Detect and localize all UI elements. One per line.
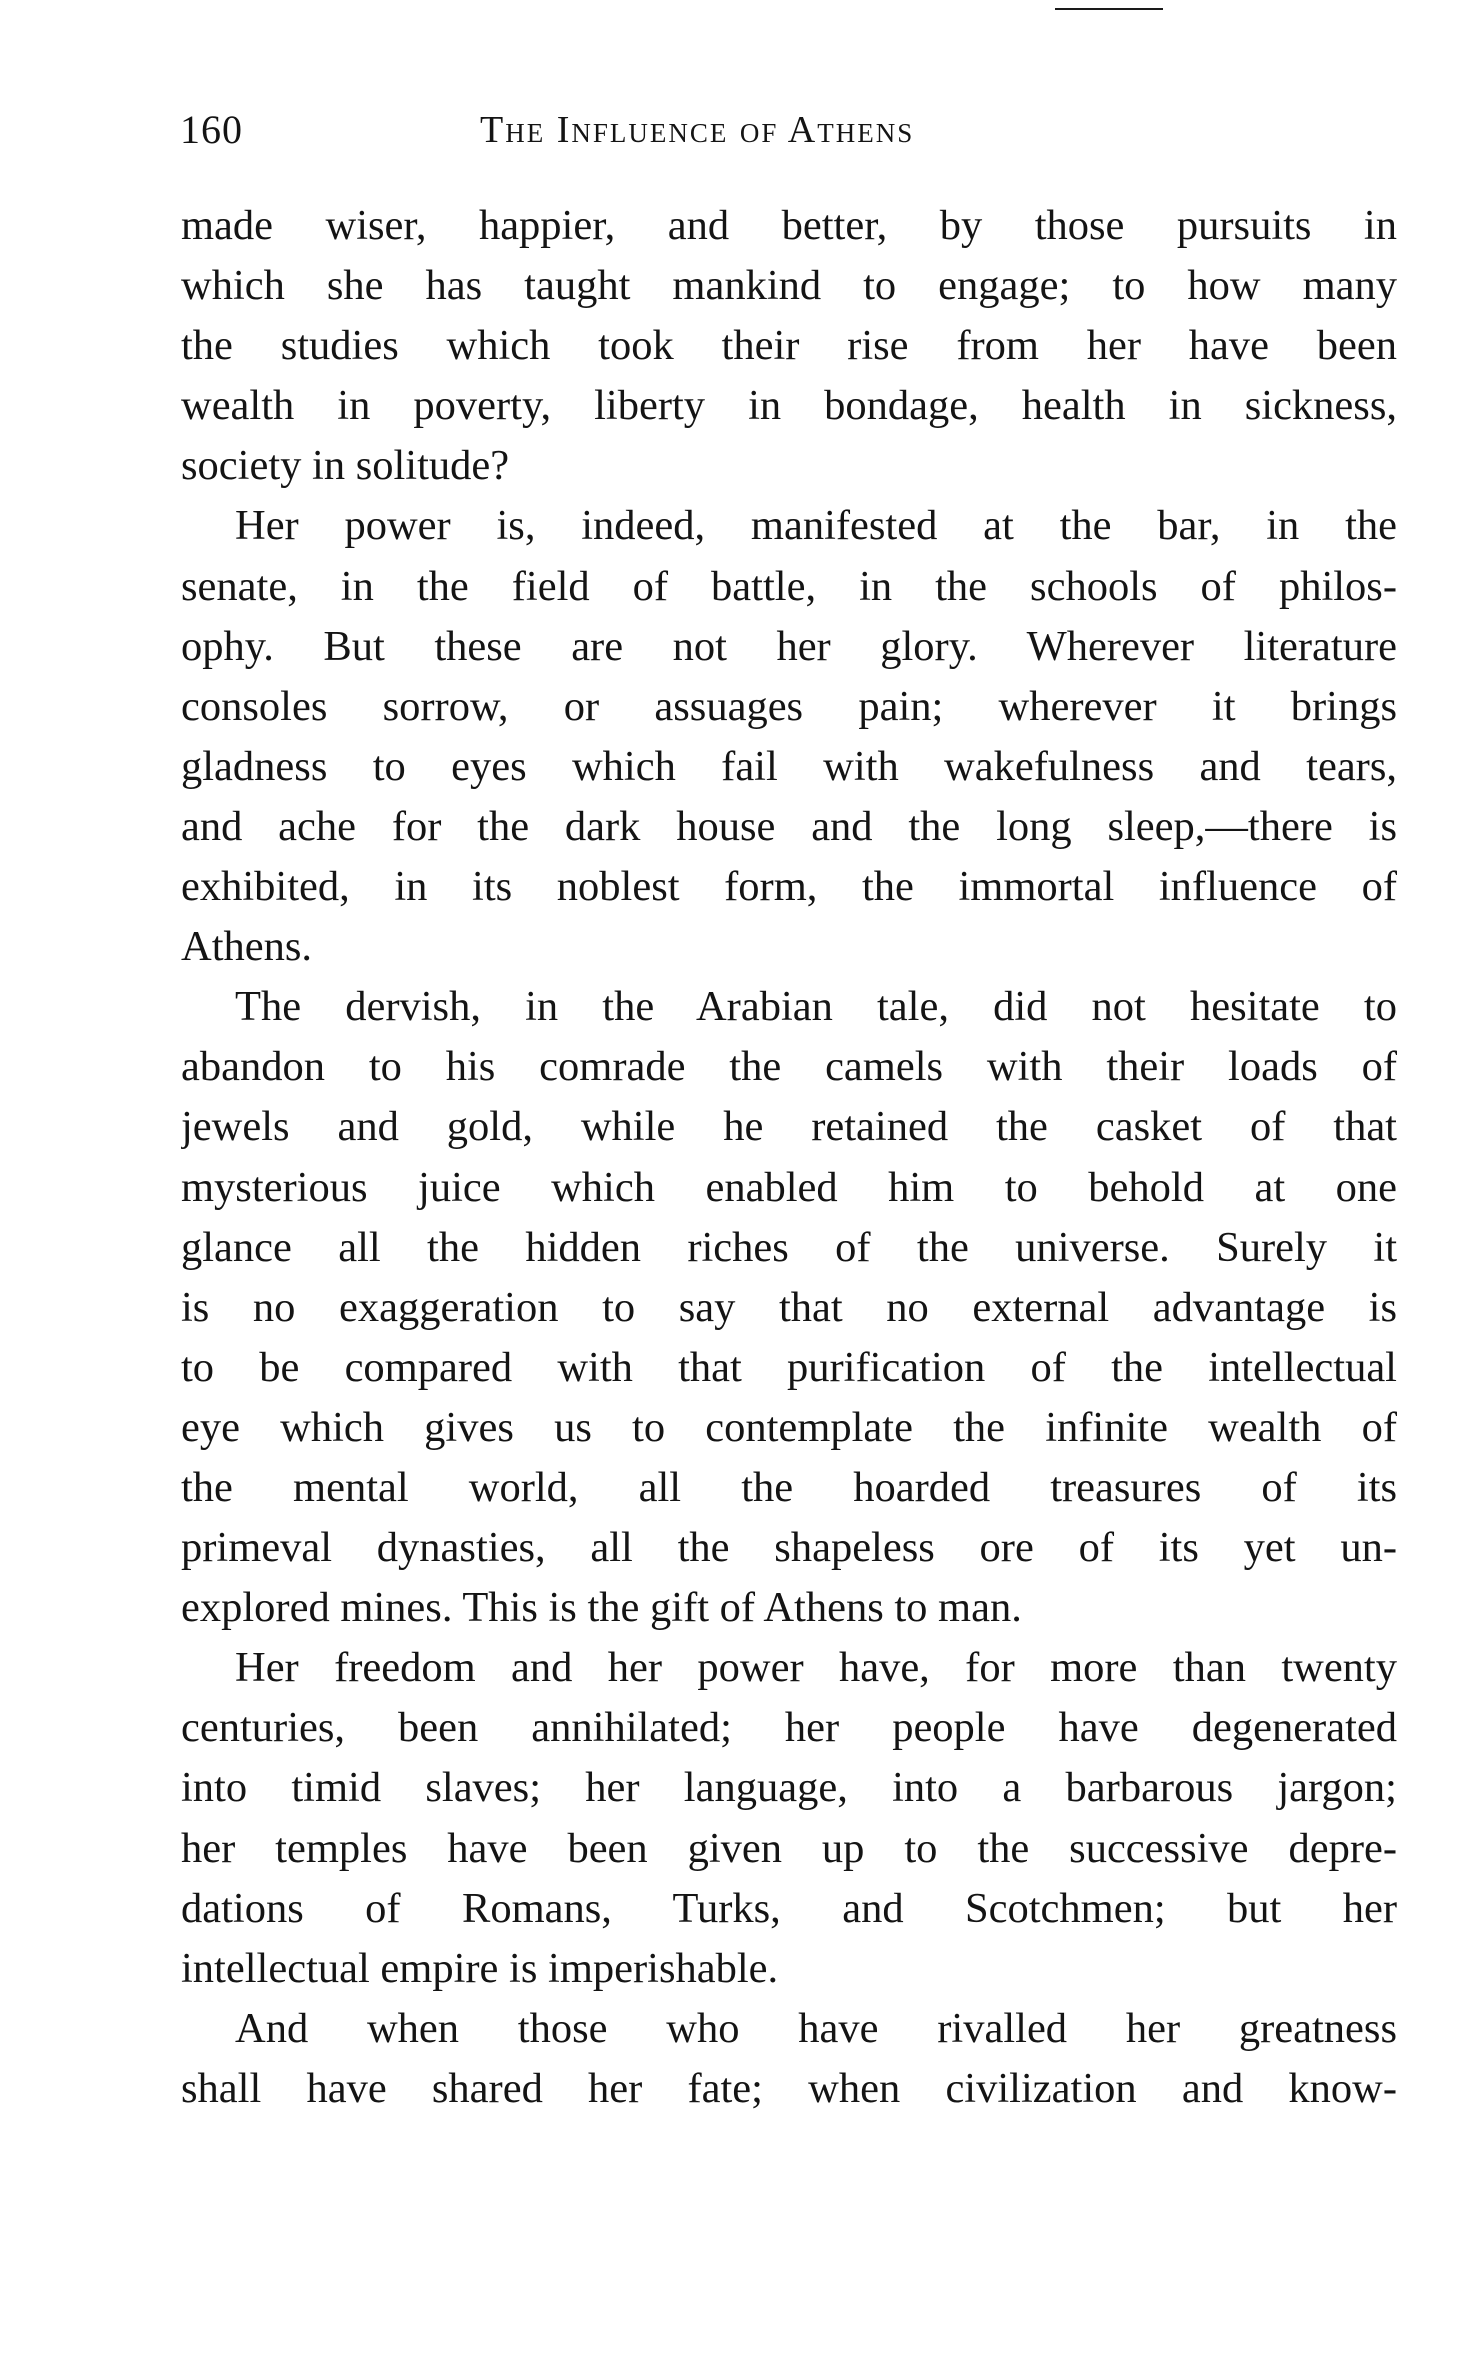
text-line: is no exaggeration to say that no external advantage is bbox=[181, 1283, 1397, 1331]
text-line: explored mines. This is the gift of Athens to man. bbox=[181, 1584, 1022, 1632]
text-line: exhibited, in its noblest form, the immortal influence of bbox=[181, 863, 1397, 911]
text-line: dations of Romans, Turks, and Scotchmen; but her bbox=[181, 1884, 1397, 1932]
text-line: wealth in poverty, liberty in bondage, health in sickness, bbox=[181, 382, 1397, 430]
text-line: consoles sorrow, or assuages pain; wherever it brings bbox=[181, 682, 1397, 730]
text-line: the studies which took their rise from her have been bbox=[181, 322, 1397, 370]
text-line: Athens. bbox=[181, 923, 313, 971]
text-line: And when those who have rivalled her greatness bbox=[235, 2004, 1397, 2052]
body-text bbox=[181, 196, 1397, 2119]
text-line: primeval dynasties, all the shapeless ore of its yet un- bbox=[181, 1524, 1397, 1572]
text-line: Her freedom and her power have, for more than twenty bbox=[235, 1644, 1397, 1692]
text-line: which she has taught mankind to engage; to how many bbox=[181, 262, 1397, 310]
page-number: 160 bbox=[180, 107, 243, 152]
paragraph bbox=[181, 196, 1397, 496]
text-line: senate, in the field of battle, in the schools of philos- bbox=[181, 562, 1397, 610]
running-title: The Influence of Athens bbox=[480, 109, 915, 151]
paragraph bbox=[181, 977, 1397, 1638]
text-line: the mental world, all the hoarded treasures of its bbox=[181, 1463, 1397, 1511]
text-line: society in solitude? bbox=[181, 442, 510, 490]
text-line: her temples have been given up to the successive depre- bbox=[181, 1824, 1397, 1872]
paragraph bbox=[181, 1638, 1397, 1999]
paragraph bbox=[181, 1999, 1397, 2119]
text-line: intellectual empire is imperishable. bbox=[181, 1944, 779, 1992]
text-line: mysterious juice which enabled him to behold at one bbox=[181, 1163, 1397, 1211]
text-line: abandon to his comrade the camels with their loads of bbox=[181, 1043, 1397, 1091]
running-head bbox=[180, 102, 1400, 158]
text-line: centuries, been annihilated; her people have degenerated bbox=[181, 1704, 1397, 1752]
text-line: shall have shared her fate; when civilization and know- bbox=[181, 2064, 1397, 2112]
text-line: into timid slaves; her language, into a barbarous jargon; bbox=[181, 1764, 1397, 1812]
text-line: The dervish, in the Arabian tale, did not hesitate to bbox=[235, 983, 1397, 1031]
text-line: gladness to eyes which fail with wakefulness and tears, bbox=[181, 742, 1397, 790]
text-line: glance all the hidden riches of the universe. Surely it bbox=[181, 1223, 1397, 1271]
paragraph bbox=[181, 496, 1397, 977]
text-line: made wiser, happier, and better, by those pursuits in bbox=[181, 202, 1397, 249]
text-line: jewels and gold, while he retained the casket of that bbox=[181, 1103, 1397, 1151]
text-line: eye which gives us to contemplate the infinite wealth of bbox=[181, 1403, 1397, 1451]
top-rule bbox=[1055, 8, 1163, 10]
text-line: ophy. But these are not her glory. Wherever literature bbox=[181, 622, 1397, 670]
text-line: to be compared with that purification of the intellectual bbox=[181, 1343, 1397, 1391]
text-line: and ache for the dark house and the long sleep,—there is bbox=[181, 802, 1397, 850]
text-line: Her power is, indeed, manifested at the bar, in the bbox=[235, 502, 1397, 550]
